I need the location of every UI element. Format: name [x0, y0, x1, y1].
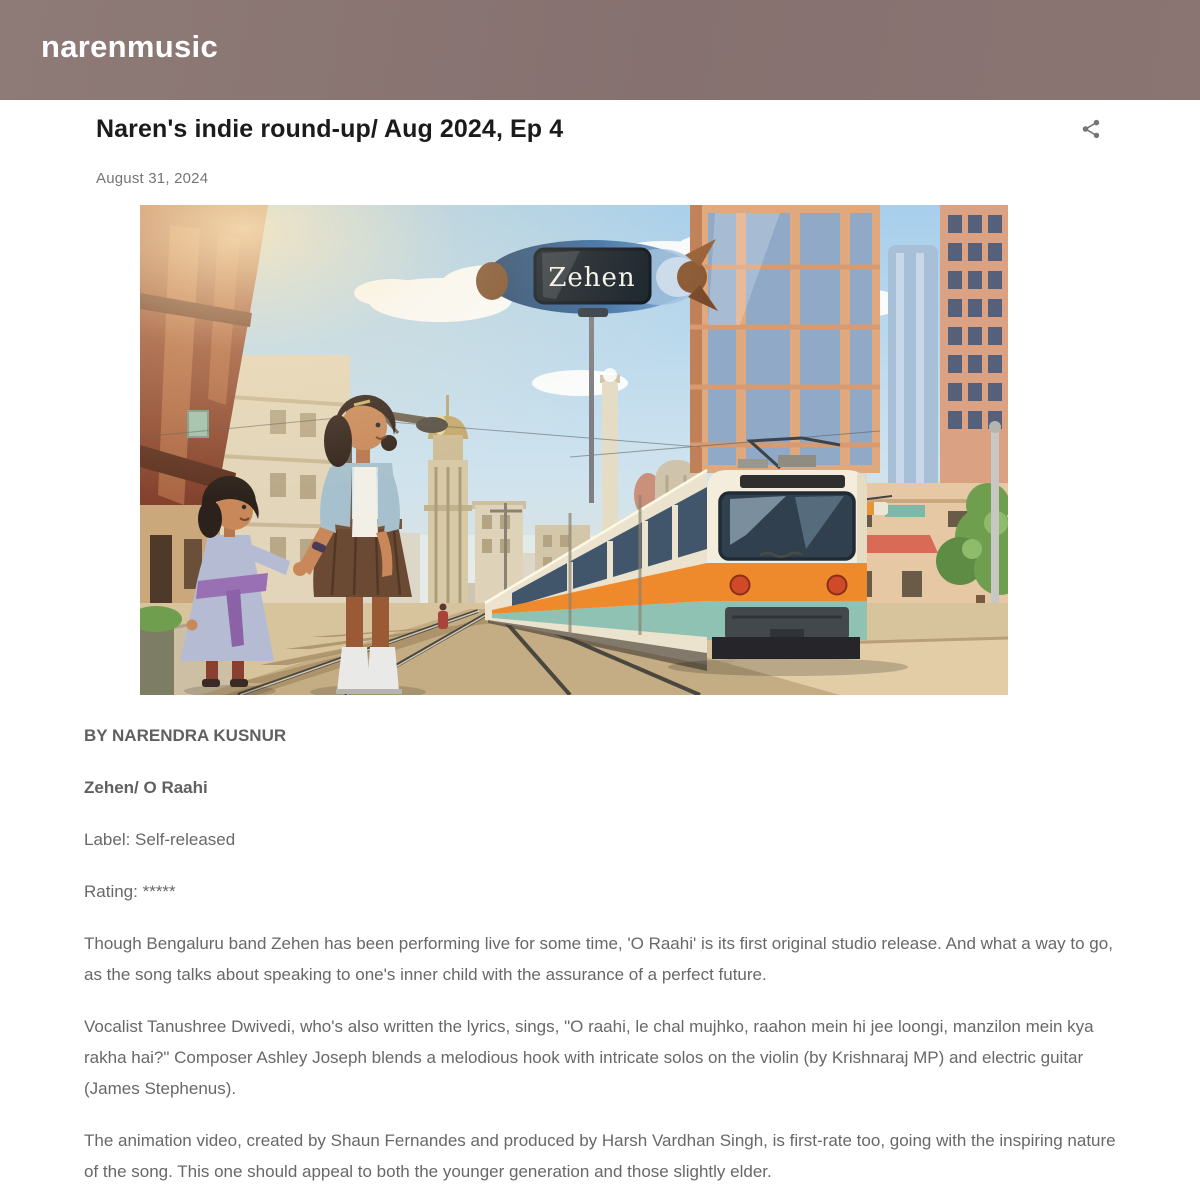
- post-article: [84, 100, 1116, 1187]
- review-paragraph: The animation video, created by Shaun Fernandes and produced by Harsh Vardhan Singh, is first-rate too, going with the inspiring nature of the song. This one should appeal to both the younger generation and those slightly elder.: [84, 1131, 1116, 1181]
- post-title: Naren's indie round-up/ Aug 2024, Ep 4: [96, 115, 564, 143]
- share-button[interactable]: [1080, 118, 1102, 140]
- post-hero-image[interactable]: [140, 205, 1008, 695]
- byline: BY NARENDRA KUSNUR: [84, 726, 287, 745]
- site-header: [0, 0, 1200, 100]
- post-header: [84, 100, 1116, 144]
- post-date: August 31, 2024: [96, 170, 209, 187]
- post-body: [84, 720, 1116, 1187]
- review-paragraph: Though Bengaluru band Zehen has been performing live for some time, 'O Raahi' is its first original studio release. And what a way to go, as the song talks about speaking to one's inner child with the assurance of a perfect future.: [84, 934, 1113, 984]
- review-paragraph: Vocalist Tanushree Dwivedi, who's also written the lyrics, sings, "O raahi, le chal mujhko, raahon mein hi jee loongi, manzilon mein kya rakha hai?" Composer Ashley Joseph blends a melodious hook with intricate solos on the violin (by Krishnaraj MP) and electric guitar (James Stephenus).: [84, 1017, 1094, 1098]
- song-title: Zehen/ O Raahi: [84, 778, 208, 797]
- share-icon: [1080, 118, 1102, 140]
- city-illustration: [140, 205, 1008, 695]
- sun-glare: [140, 205, 1008, 695]
- rating-line: Rating: *****: [84, 882, 176, 901]
- label-line: Label: Self-released: [84, 830, 236, 849]
- blog-title-link[interactable]: narenmusic: [41, 29, 219, 64]
